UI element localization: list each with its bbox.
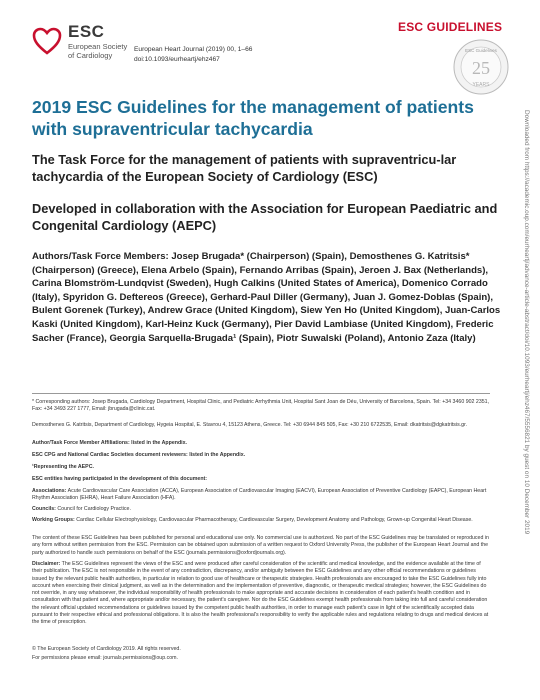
- reviewers-note: ESC CPG and National Cardiac Societies document reviewers: listed in the Appendix.: [32, 452, 246, 458]
- task-force-subtitle: The Task Force for the management of patients with supraventricu-lar tachycardia of the European Society of Cardiology (ESC): [32, 152, 457, 184]
- affiliations-note: Author/Task Force Member Affiliations: listed in the Appendix.: [32, 440, 187, 446]
- katritsis-footnote: Demosthenes G. Katritsis, Department of Cardiology, Hygeia Hospital, E. Stavrou 4, 15123 Athens, Greece. Tel: +30 6944 845 505, Fax: +30 210 6722535, Email: dkatritsis@dgkatritsis.gr.: [32, 422, 467, 428]
- guidelines-label: ESC GUIDELINES: [398, 20, 503, 34]
- councils-note: [32, 506, 492, 513]
- esc-logo: [32, 22, 132, 72]
- disclaimer-label: Disclaimer:: [32, 561, 61, 567]
- svg-text:YEARS: YEARS: [472, 82, 490, 88]
- aepc-note: ¹Representing the AEPC.: [32, 464, 94, 470]
- anniversary-seal-icon: [452, 38, 510, 96]
- journal-citation: [134, 45, 252, 64]
- author-list: Authors/Task Force Members: Josep Brugada* (Chairperson) (Spain), Demosthenes G. Katritsis* (Chairperson) (Greece), Elena Arbelo (Spain), Fernando Arribas (Spain), Jeroen J. Bax (Netherlands), Carina Blomström-Lundqvist (Sweden), Hugh Calkins (United States of America), Domenico Corrado (Italy), Spyridon G. Deftereos (Greece), Gerhard-Paul Diller (Germany), Juan J. Gomez-Doblas (Spain), Bulent Gorenek (Turkey), Andrew Grace (United Kingdom), Siew Yen Ho (United Kingdom), Juan-Carlos Kaski (United Kingdom), Karl-Heinz Kuck (Germany), Pier David Lambiase (United Kingdom), Frederic Sacher (France), Georgia Sarquella-Brugada¹ (Spain), Piotr Suwalski (Poland), Antonio Zaza (Italy): [32, 251, 501, 344]
- working-groups-text: Cardiac Cellular Electrophysiology, Cardiovascular Pharmacotherapy, Cardiovascular Surgery, Development Anatomy and Pathology, Grown-up Congenital Heart Disease.: [74, 517, 473, 523]
- disclaimer-text: The ESC Guidelines represent the views of the ESC and were produced after careful consideration of the scientific and medical knowledge, and the evidence available at the time of their publication. The ESC is not responsible in the event of any contradiction, discrepancy, and/or ambiguity between the ESC Guidelines and any other official recommendations or guidelines issued by the relevant public health authorities, in particular in relation to good use of healthcare or therapeutic strategies. Health professionals are encouraged to take the ESC Guidelines fully into account when exercising their clinical judgment, as well as in the determination and the implementation of preventive, diagnostic, or therapeutic medical strategies; however, the ESC Guidelines do not override, in any way whatsoever, the individual responsibility of health professionals to make appropriate and accurate decisions in consideration of each patient's health condition and in consultation with that patient and, where appropriate and/or necessary, the patient's caregiver. Nor do the ESC Guidelines exempt health professionals from taking into full and careful consideration the relevant official updated recommendations or guidelines issued by the competent public health authorities, in order to manage each patient's case in light of the scientifically accepted data pursuant to their respective ethical and professional obligations. It is also the health professional's responsibility to verify the applicable rules and regulations relating to drugs and medical devices at the time of prescription.: [32, 561, 489, 626]
- disclaimer: [32, 561, 492, 627]
- associations-text: Acute Cardiovascular Care Association (ACCA), European Association of Cardiovascular Imaging (EACVI), European Association of Preventive Cardiology (EAPC), European Heart Rhythm Association (EHRA), Heart Failure Association (HFA).: [32, 488, 487, 502]
- councils-label: Councils:: [32, 506, 56, 512]
- working-groups-note: [32, 517, 492, 524]
- corresponding-footnote: * Corresponding authors: Josep Brugada, Cardiology Department, Hospital Clinic, and Pediatric Arrhythmia Unit, Hospital Sant Joan de Déu, University of Barcelona, Spain. Tel: +34 3460 902 2351, Fax: +34 3493 227 1777, Email: jbrugada@clinic.cat.: [32, 399, 490, 413]
- heart-logo-icon: [32, 26, 62, 56]
- working-groups-label: Working Groups:: [32, 517, 75, 523]
- associations-label: Associations:: [32, 488, 67, 494]
- collaboration-subtitle: Developed in collaboration with the Association for European Paediatric and Congenital Cardiology (AEPC): [32, 201, 498, 233]
- download-note-text: Downloaded from https://academic.oup.com/eurheartj/advance-article-abstract/doi/10.1093/eurheartj/ehz467/5556821 by guest on 10 December 2019: [523, 110, 530, 535]
- doi-line[interactable]: doi:10.1093/eurheartj/ehz467: [134, 55, 220, 63]
- download-note: [520, 110, 532, 655]
- permissions-email[interactable]: For permissions please email: journals.permissions@oup.com.: [32, 655, 178, 661]
- councils-text: Council for Cardiology Practice.: [55, 506, 131, 512]
- logo-sub-line1: European Society: [68, 42, 128, 51]
- logo-sub-line2: of Cardiology: [68, 51, 113, 60]
- copyright: © The European Society of Cardiology 2019. All rights reserved.: [32, 646, 181, 652]
- divider: [32, 393, 490, 394]
- associations-note: [32, 488, 492, 503]
- svg-text:ESC Guidelines: ESC Guidelines: [465, 48, 497, 53]
- entities-heading: ESC entities having participated in the development of this document:: [32, 476, 208, 482]
- logo-text: ESC: [68, 22, 105, 41]
- document-title: 2019 ESC Guidelines for the management of patients with supraventricular tachycardia: [32, 97, 474, 139]
- content-notice: The content of these ESC Guidelines has been published for personal and educational use only. No commercial use is authorized. No part of the ESC Guidelines may be translated or reproduced in any form without written permission from the ESC. Permission can be obtained upon submission of a written request to Oxford University Press, the publisher of the European Heart Journal and the party authorized to handle such permissions on behalf of the ESC (journals.permissions@oxfordjournals.org).: [32, 535, 489, 556]
- svg-text:25: 25: [472, 58, 490, 78]
- journal-line: European Heart Journal (2019) 00, 1–66: [134, 46, 253, 53]
